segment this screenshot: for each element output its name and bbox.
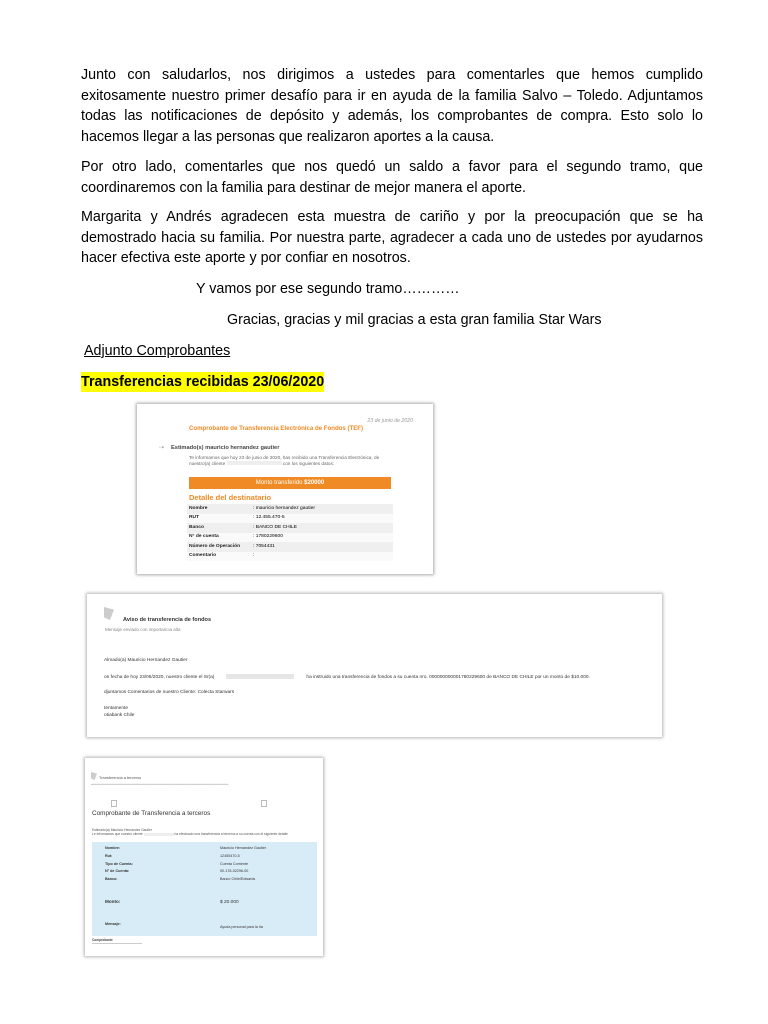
gratitude-line: Gracias, gracias y mil gracias a esta gran familia Star Wars	[227, 312, 602, 328]
r3-mensaje-label: Mensaje:	[105, 922, 121, 926]
row-key: Comentario	[187, 552, 251, 562]
thanks-paragraph: Margarita y Andrés agradecen esta muestra de cariño y por la preocupación que se ha demostrado hacia su familia. Por nuestra parte, agradecer a cada uno de ustedes por ayudarnos hacer efectiva este aporte y por confiar en nosotros.	[81, 209, 703, 266]
amount-label: Monto transferido	[255, 480, 303, 486]
notice-title: Aviso de transferencia de fondos	[123, 617, 212, 623]
row-value: : 12.455.470-5	[251, 514, 393, 524]
row-value: : mauricio hernandez gautier	[251, 504, 393, 514]
row-key: Nombre	[187, 504, 251, 514]
image-placeholder-icon	[261, 800, 267, 807]
recipient-section-title: Detalle del destinatario	[189, 493, 272, 502]
r3-header: Transferencia a terceros	[99, 775, 142, 780]
table-row	[187, 552, 393, 562]
row-key: RUT	[187, 514, 251, 524]
row-value: : 1780229600	[251, 533, 393, 543]
notice-line-1	[104, 674, 590, 681]
r3-row-value: 12455470-5	[220, 854, 240, 858]
r3-monto-label: Monto:	[105, 899, 121, 904]
intro-paragraph: Junto con saludarlos, nos dirigimos a ustedes para comentarles que hemos cumplido exitosamente nuestro primer desafío para ir en ayuda de la familia Salvo – Toledo. Adjuntamos todas las notificaciones de depósito y además, los comprobantes de compra. Esto solo lo hacemos llegar a las personas que realizaron aportes a la causa.	[81, 67, 703, 145]
r3-mensaje-value: Ayuda personal para la tía	[220, 925, 263, 929]
r3-footer-line	[92, 943, 142, 944]
row-value: : 7054431	[251, 542, 393, 552]
notice-line-4: otiabank Chile	[104, 713, 135, 718]
notice-line-1a: on fecha de hoy 23/06/2020, nuestro cliente el Sr(a)	[104, 674, 215, 680]
transfer-notice-image	[87, 594, 662, 737]
r3-row-key: Nombre:	[105, 846, 121, 850]
amount-value: $20000	[304, 480, 325, 486]
r3-intro-a: Estimado(a) Mauricio Hernandez Gautier	[92, 828, 152, 832]
notice-line-2: djuntamos Comentarios de nuestro Cliente: Colecta Starwars	[104, 690, 235, 695]
r3-intro-c: ha efectuado una transferencia a terceros a su cuenta con el siguiente detalle	[174, 832, 288, 837]
receipt-date: 23 de junio de 2020	[367, 418, 413, 424]
r3-row-key: Rut:	[105, 854, 113, 858]
bank-logo-icon	[104, 607, 114, 620]
transfers-heading: Transferencias recibidas 23/06/2020	[81, 374, 325, 390]
reply-arrow-icon: ⇢	[159, 445, 165, 451]
bank-logo-icon	[91, 772, 97, 780]
notice-subtitle: Mensaje enviado con importancia alta	[105, 627, 181, 632]
receipt-body	[189, 455, 394, 466]
table-row	[187, 504, 393, 514]
table-row	[187, 542, 393, 552]
second-stage-line: Y vamos por ese segundo tramo…………	[196, 281, 460, 297]
third-party-transfer-image	[85, 758, 323, 956]
receipt-greeting: Estimado(s) mauricio hernandez gautier	[171, 445, 280, 451]
tef-receipt-image	[137, 404, 433, 574]
row-key: Número de Operación	[187, 542, 251, 552]
receipt-body-end: con los siguientes datos:	[282, 460, 335, 466]
row-key: Banco	[187, 523, 251, 533]
attachments-heading: Adjunto Comprobantes	[84, 343, 231, 359]
table-row	[187, 523, 393, 533]
r3-row-value: Cuenta Corriente	[220, 862, 249, 866]
r3-footer: Comprobante	[92, 938, 113, 942]
amount-banner	[189, 477, 391, 489]
row-key: N° de cuenta	[187, 533, 251, 543]
notice-line-3: tentamente	[104, 706, 129, 711]
r3-row-value: Banco Chile/Edwards	[220, 877, 256, 881]
receipt-title: Comprobante de Transferencia Electrónica de Fondos (TEF)	[189, 425, 364, 432]
table-row	[187, 533, 393, 543]
r3-note: ━━━━━━━━━━━━━━━━━━━━━━━━━━━━━━━━━━━━━━━━━━━━━━━━━━━━━━━━━━━━━━━━━━━━━━━━━━━━━━━━━━━━━━━━	[91, 783, 229, 786]
notice-greeting: Almado(a) Mauricio Hernandez Gautier	[104, 658, 188, 663]
r3-intro	[92, 828, 318, 836]
image-placeholder-icon	[111, 800, 117, 807]
r3-monto-value: $ 20.000	[220, 900, 239, 905]
r3-row-key: N° de Cuenta:	[105, 869, 130, 873]
r3-row-key: Banco:	[105, 877, 118, 881]
r3-detail-box	[92, 842, 317, 936]
balance-paragraph: Por otro lado, comentarles que nos quedó un saldo a favor para el segundo tramo, que coordinaremos con la familia para destinar de mejor manera el aporte.	[81, 159, 703, 196]
r3-intro-b: Le informamos que nuestro cliente	[92, 832, 143, 837]
notice-line-1b: ha instruido una transferencia de fondos a su cuenta nro. 000000000001780229600 de BANCO DE CHILE por un monto de $10.000.	[306, 674, 590, 680]
r3-row-value: Mauricio Hernandez Gautier	[220, 846, 267, 850]
row-value: : BANCO DE CHILE	[251, 523, 393, 533]
recipient-table	[187, 504, 393, 561]
receipt-body-text: Te informamos que hoy 23 de junio de 2020, has recibido una Transferencia Electrónica, de nuestro(a) cliente	[189, 455, 380, 466]
r3-row-key: Tipo de Cuenta:	[105, 862, 133, 866]
r3-title: Comprobante de Transferencia a terceros	[92, 810, 211, 817]
row-value: :	[251, 552, 393, 562]
r3-row-value: 00-178-02296-00	[220, 869, 249, 873]
table-row	[187, 514, 393, 524]
